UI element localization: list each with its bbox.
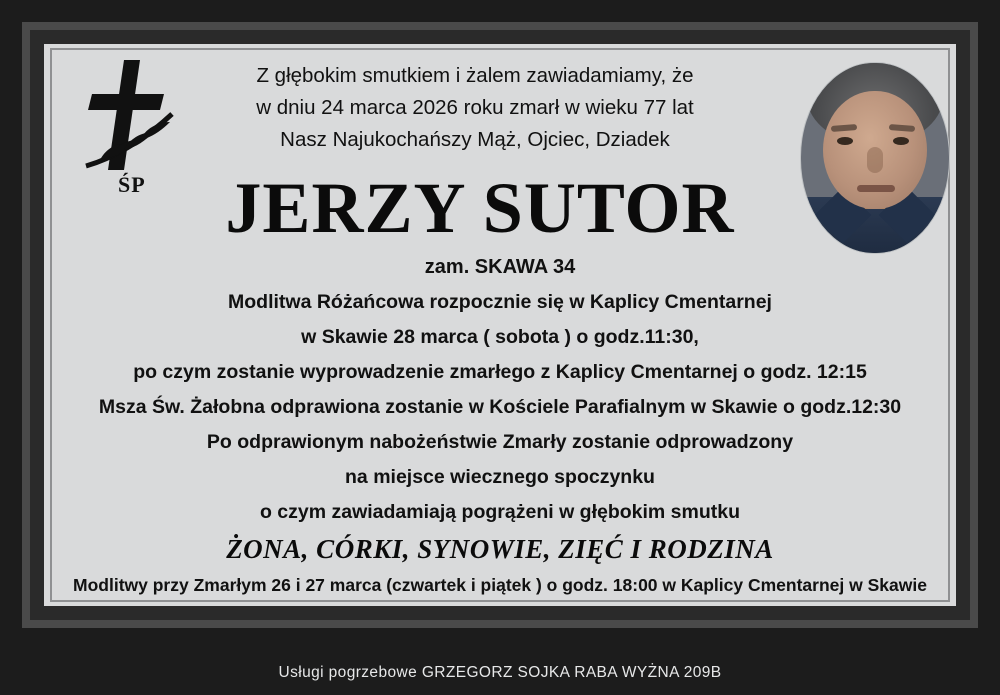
intro-line-3: Nasz Najukochańszy Mąż, Ojciec, Dziadek	[280, 128, 670, 151]
portrait-mouth	[857, 185, 895, 192]
portrait-eye-left	[837, 137, 853, 145]
intro-line-2: w dniu 24 marca 2026 roku zmarł w wieku 77 lat	[256, 96, 694, 119]
ceremony-details	[56, 285, 944, 530]
prayers-note: Modlitwy przy Zmarłym 26 i 27 marca (czwartek i piątek ) o godz. 18:00 w Kaplicy Cmentarnej w Skawie	[73, 575, 927, 595]
ceremony-line-7: o czym zawiadamiają pogrążeni w głębokim smutku	[259, 501, 741, 523]
ceremony-line-1: Modlitwa Różańcowa rozpocznie się w Kaplicy Cmentarnej	[228, 291, 772, 313]
intro-text	[76, 52, 874, 156]
portrait-photo	[800, 62, 950, 254]
ceremony-line-4: Msza Św. Żałobna odprawiona zostanie w Kościele Parafialnym w Skawie o godz.12:30	[98, 396, 902, 418]
portrait-nose	[867, 147, 883, 173]
header-row	[56, 52, 944, 197]
deceased-address: zam. SKAWA 34	[424, 256, 576, 278]
notice-content	[56, 52, 944, 598]
family-signature: ŻONA, CÓRKI, SYNOWIE, ZIĘĆ I RODZINA	[226, 534, 774, 564]
portrait-eye-right	[893, 137, 909, 145]
intro-line-1: Z głębokim smutkiem i żalem zawiadamiamy, że	[256, 64, 694, 87]
funeral-service-footer: Usługi pogrzebowe GRZEGORZ SOJKA RABA WYŻNA 209B	[0, 650, 1000, 695]
ceremony-line-6: na miejsce wiecznego spoczynku	[345, 466, 655, 488]
ceremony-line-2: w Skawie 28 marca ( sobota ) o godz.11:30,	[301, 326, 699, 348]
deceased-name: JERZY SUTOR	[225, 168, 735, 248]
ceremony-line-5: Po odprawionym nabożeństwie Zmarły zostanie odprowadzony	[206, 431, 794, 453]
sp-label: ŚP	[118, 172, 146, 197]
ceremony-line-3: po czym zostanie wyprowadzenie zmarłego z Kaplicy Cmentarnej o godz. 12:15	[133, 361, 867, 383]
